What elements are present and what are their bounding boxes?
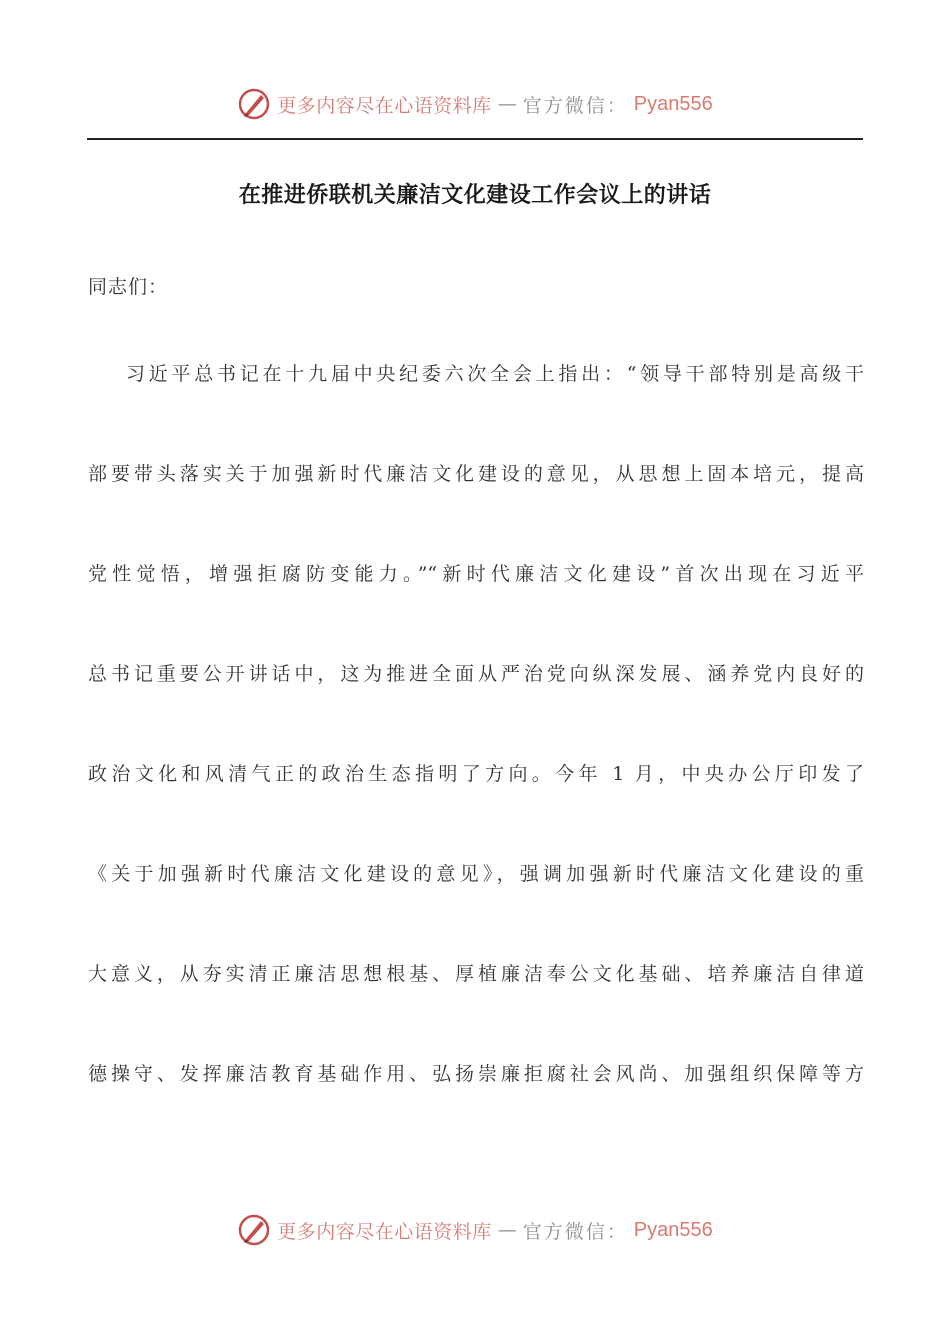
banner-separator: — — [497, 1219, 517, 1241]
salutation: 同志们： — [88, 276, 169, 298]
banner-wechat-id: Pyan556 — [633, 1218, 713, 1241]
banner-separator: — — [497, 93, 517, 115]
banner-main-text: 更多内容尽在心语资料库 — [277, 94, 492, 117]
body-line: 大意义，从夯实清正廉洁思想根基、厚植廉洁奉公文化基础、培养廉洁自律道 — [88, 963, 864, 985]
body-line: 部要带头落实关于加强新时代廉洁文化建设的意见，从思想上固本培元，提高 — [88, 463, 864, 485]
banner-label: 官方微信： — [522, 1220, 628, 1243]
banner-label: 官方微信： — [522, 94, 628, 117]
body-line: 德操守、发挥廉洁教育基础作用、弘扬崇廉拒腐社会风尚、加强组织保障等方 — [88, 1063, 864, 1085]
body-line: 习近平总书记在十九届中央纪委六次全会上指出：“领导干部特别是高级干 — [126, 363, 864, 385]
body-line: 《关于加强新时代廉洁文化建设的意见》，强调加强新时代廉洁文化建设的重 — [88, 863, 864, 885]
body-line: 总书记重要公开讲话中，这为推进全面从严治党向纵深发展、涵养党内良好的 — [88, 663, 864, 685]
body-line: 党性觉悟，增强拒腐防变能力。”“新时代廉洁文化建设”首次出现在习近平 — [88, 563, 864, 585]
header-rule — [87, 138, 863, 140]
banner-main-text: 更多内容尽在心语资料库 — [277, 1220, 492, 1243]
header-banner — [0, 84, 950, 124]
footer-banner — [0, 1210, 950, 1250]
quill-pen-logo-icon — [237, 1213, 271, 1247]
document-body — [88, 356, 864, 1156]
banner-wechat-id: Pyan556 — [633, 92, 713, 115]
quill-pen-logo-icon — [237, 87, 271, 121]
document-title: 在推进侨联机关廉洁文化建设工作会议上的讲话 — [238, 183, 712, 208]
body-line: 政治文化和风清气正的政治生态指明了方向。今年 1 月，中央办公厅印发了 — [88, 763, 864, 785]
